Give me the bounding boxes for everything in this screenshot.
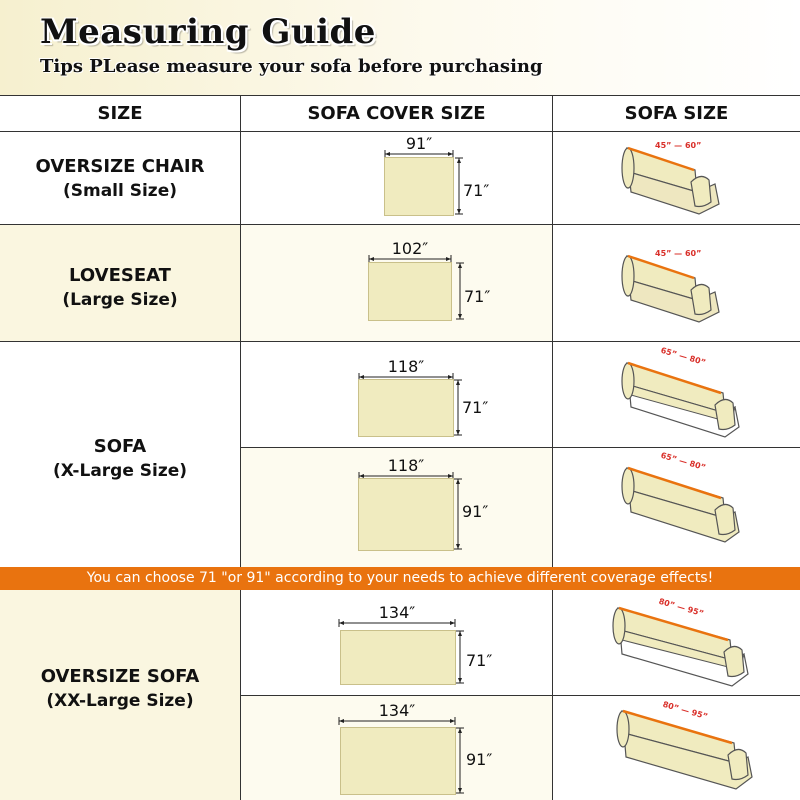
sofa-range-min: 45” [655,249,672,258]
cover-rectangle [384,157,454,216]
height-arrow [456,727,464,794]
sofa-range-min: 80” [657,596,676,610]
column-header-sofa-size: SOFA SIZE [624,103,729,124]
cover-height-label: 91″ [466,750,493,769]
size-name: OVERSIZE CHAIR [35,156,205,177]
cover-rectangle [358,379,454,437]
cover-rectangle [340,630,456,685]
size-sub: (Large Size) [62,290,178,310]
size-name: SOFA [93,436,147,457]
grid-line [241,447,800,448]
width-arrow [338,619,456,627]
cover-width-label: 134″ [378,701,416,720]
grid-line [0,341,800,342]
sofa-range-max: 60” [684,141,702,150]
cover-width-label: 102″ [391,239,429,258]
sofa-range-max: 95” [690,708,709,722]
chair-illustration [615,140,735,220]
sofa-range-max: 80” [688,354,707,368]
cover-width-label: 91″ [405,134,433,153]
oversize-sofa-illustration [608,600,758,692]
page-subtitle: Tips PLease measure your sofa before purchasing [40,56,543,77]
height-arrow [454,478,462,550]
size-sub: (XX-Large Size) [46,691,194,711]
size-label-chair [0,155,240,203]
cover-width-label: 118″ [387,357,425,376]
sofa-range-max: 80” [688,459,707,473]
cover-height-label: 71″ [466,651,493,670]
grid-line [552,590,553,800]
sofa-range-sofa: 65” — 80” [659,345,707,368]
height-arrow [455,157,463,215]
cover-rectangle [358,478,454,551]
cover-rectangle [340,727,456,795]
cover-height-label: 71″ [464,287,491,306]
height-arrow [456,630,464,684]
sofa-range-oversize: 80” — 95” [657,596,705,619]
sofa-range-min: 45” [655,141,672,150]
grid-line [552,95,553,567]
grid-line [241,695,800,696]
sofa-range-max: 60” [684,249,702,258]
sofa-illustration [615,355,745,445]
oversize-sofa-illustration [612,703,762,795]
size-sub: (Small Size) [62,181,178,201]
grid-line [240,590,241,800]
sofa-range-chair: 45” — 60” [655,141,702,150]
column-header-size: SIZE [97,103,143,124]
size-name: OVERSIZE SOFA [40,666,200,687]
column-header-cover-size: SOFA COVER SIZE [307,103,486,124]
size-label-sofa [0,435,240,483]
grid-line [0,131,800,132]
width-arrow [338,717,456,725]
sofa-range-loveseat: 45” — 60” [655,249,702,258]
cover-height-label: 91″ [462,502,489,521]
cover-height-label: 71″ [463,181,490,200]
cover-width-label: 134″ [378,603,416,622]
cover-height-label: 71″ [462,398,489,417]
sofa-range-min: 80” [661,699,680,713]
grid-line [240,95,241,567]
size-name: LOVESEAT [69,265,171,286]
sofa-range-min: 65” [659,345,678,359]
sofa-range-min: 65” [659,450,678,464]
page-title: Measuring Guide [40,12,376,52]
loveseat-illustration [615,248,735,328]
height-arrow [454,379,462,436]
sofa-illustration [615,460,745,550]
size-sub: (X-Large Size) [52,461,188,481]
size-label-loveseat [0,264,240,312]
sofa-range-sofa: 65” — 80” [659,450,707,473]
grid-line [0,224,800,225]
cover-rectangle [368,262,452,321]
height-arrow [456,262,464,320]
cover-width-label: 118″ [387,456,425,475]
sofa-range-max: 95” [686,605,705,619]
size-label-oversize-sofa [0,665,240,713]
coverage-note-banner: You can choose 71 "or 91" according to your needs to achieve different coverage effects! [0,567,800,590]
sofa-range-oversize: 80” — 95” [661,699,709,722]
